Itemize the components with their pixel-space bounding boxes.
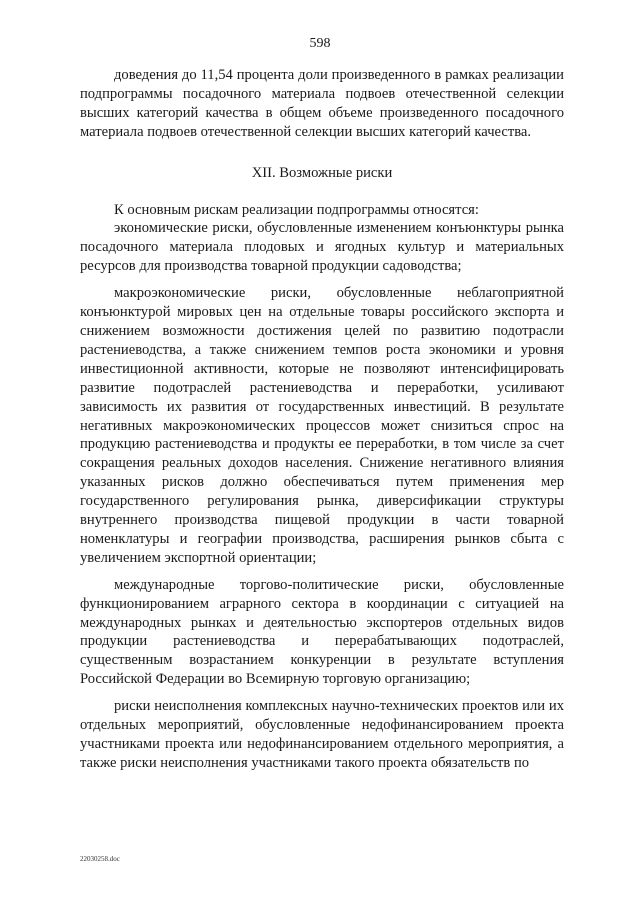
paragraph-trade-political-risks: международные торгово-политические риски, обусловленные функционированием аграрного сектора в координации с ситуацией на международных рынках и деятельностью экспортеров отдельных видов продукции растениеводства и перерабатывающих подотраслей, существенным возрастанием конкуренции в результате вступления Российской Федерации во Всемирную торговую организацию; [80, 576, 564, 688]
paragraph-project-risks: риски неисполнения комплексных научно-технических проектов или их отдельных мероприятий, обусловленные недофинансированием проекта участниками проекта или недофинансированием отдельного мероприятия, а также риски неисполнения участниками такого проекта обязательств по [80, 698, 564, 771]
paragraph-macroeconomic-risks: макроэкономические риски, обусловленные неблагоприятной конъюнктурой мировых цен на отдельные товары российского экспорта и снижением возможности достижения целей по развитию подотрасли растениеводства, а также снижением темпов роста экономики и уровня инвестиционной активности, которые не позволяют интенсифицировать развитие подотраслей растениеводства и переработки, усиливают зависимость их развития от государственных инвестиций. В результате негативных макроэкономических процессов может снизиться спрос на продукцию растениеводства и продукты ее переработки, в том числе за счет сокращения реальных доходов населения. Снижение негативного влияния указанных рисков должно обеспечиваться путем применения мер государственного регулирования рынка, диверсификации структуры внутреннего производства пищевой продукции в части товарной номенклатуры и географии производства, расширения рынков сбыта с увеличением экспортной ориентации; [80, 285, 564, 566]
footer-file-code: 22030258.doc [80, 855, 120, 863]
document-body [80, 66, 564, 773]
paragraph-risks-intro: К основным рискам реализации подпрограммы относятся: [114, 201, 479, 218]
paragraph-economic-risks: экономические риски, обусловленные изменением конъюнктуры рынка посадочного материала плодовых и ягодных культур и материальных ресурсов для производства товарной продукции садоводства; [80, 220, 564, 275]
paragraph-intro: доведения до 11,54 процента доли произведенного в рамках реализации подпрограммы посадочного материала подвоев отечественной селекции высших категорий качества в общем объеме произведенного посадочного материала подвоев отечественной селекции высших категорий качества. [80, 67, 564, 140]
section-heading: XII. Возможные риски [251, 164, 393, 181]
page-number: 598 [309, 36, 331, 51]
